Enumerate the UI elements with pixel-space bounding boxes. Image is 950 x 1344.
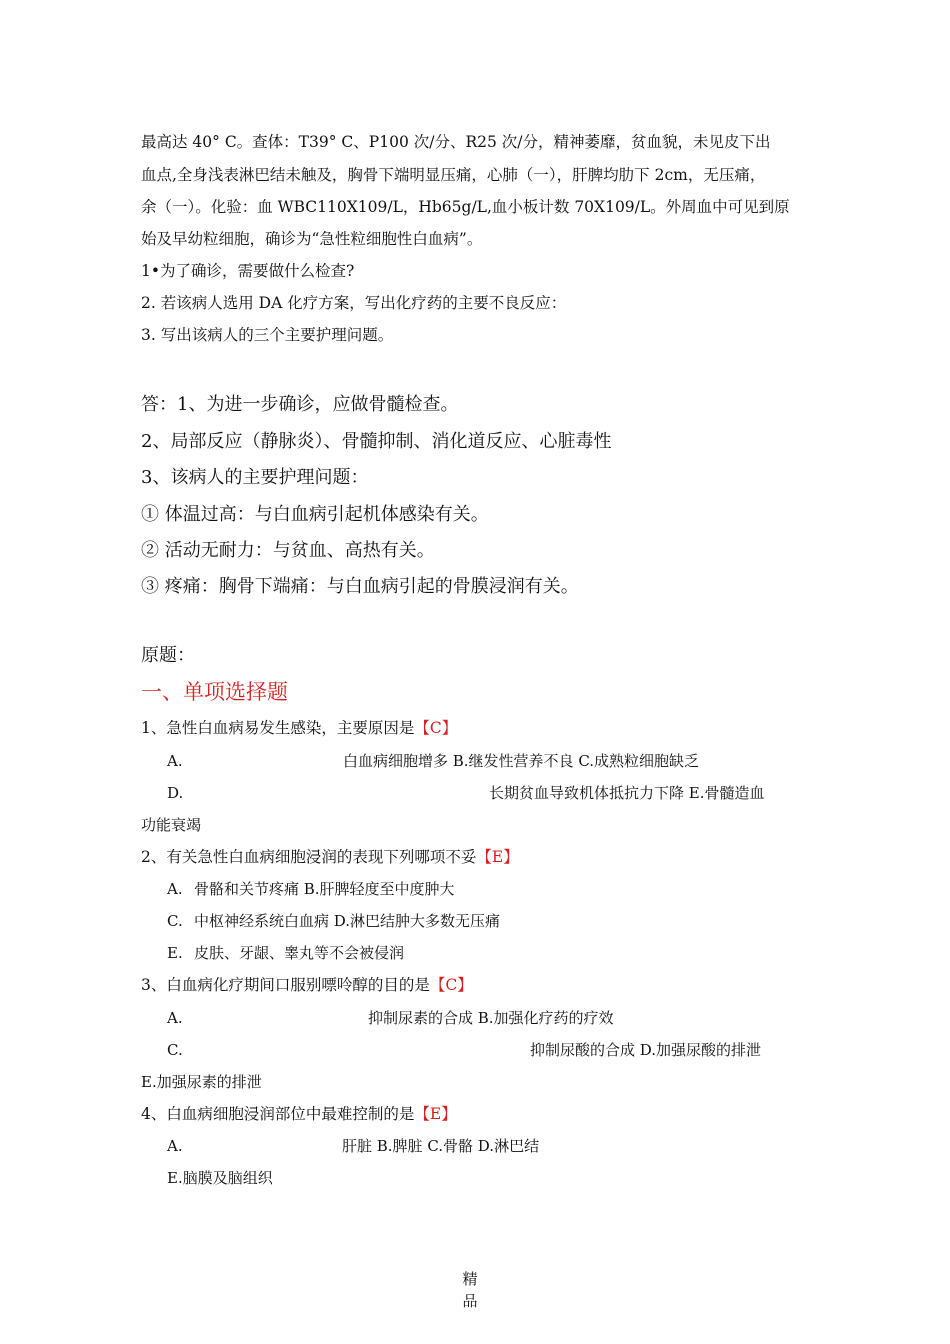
mcq-stem-3 <box>141 978 473 994</box>
case-question-2: 2. 若该病人选用 DA 化疗方案，写出化疗药的主要不良反应： <box>141 294 567 312</box>
mcq-option-prefix: D. <box>167 784 184 802</box>
mcq-stem-text: 1、急性白血病易发生感染，主要原因是 <box>141 719 415 737</box>
case-line-1: 最高达 40° C。查体：T39° C、P100 次/分、R25 次/分，精神萎靡，贫血貌，未见皮下出 <box>141 133 771 151</box>
mcq-option-prefix: A. <box>167 1009 183 1027</box>
mcq-option-row: E.加强尿素的排泄 <box>141 1073 262 1091</box>
mcq-answer-badge: 【E】 <box>414 1105 457 1123</box>
mcq-stem-4 <box>141 1107 457 1123</box>
answer-line-5: ② 活动无耐力：与贫血、高热有关。 <box>141 540 435 561</box>
footer-char-2: 品 <box>462 1292 478 1310</box>
mcq-option-row: 中枢神经系统白血病 D.淋巴结肿大多数无压痛 <box>194 912 501 930</box>
mcq-option-prefix: A. <box>167 880 183 898</box>
case-line-3: 余（一）。化验：血 WBC110X109/L，Hb65g/L,血小板计数 70X109/L。外周血中可见到原 <box>141 198 790 216</box>
mcq-answer-badge: 【C】 <box>414 719 458 737</box>
answer-line-1: 答：1、为进一步确诊，应做骨髓检查。 <box>141 394 459 415</box>
answer-line-3: 3、该病人的主要护理问题： <box>141 467 369 488</box>
case-question-3: 3. 写出该病人的三个主要护理问题。 <box>141 326 394 344</box>
mcq-option-prefix: C. <box>167 912 183 930</box>
mcq-option-row: 长期贫血导致机体抵抗力下降 E.骨髓造血 <box>489 784 765 802</box>
mcq-answer-badge: 【C】 <box>429 976 473 994</box>
answer-line-2: 2、局部反应（静脉炎）、骨髓抑制、消化道反应、心脏毒性 <box>141 431 612 452</box>
mcq-stem-text: 3、白血病化疗期间口服别嘌呤醇的目的是 <box>141 976 430 994</box>
mcq-option-row: 皮肤、牙龈、睾丸等不会被侵润 <box>194 944 405 962</box>
mcq-option-prefix: C. <box>167 1041 183 1059</box>
mcq-option-row: 白血病细胞增多 B.继发性营养不良 C.成熟粒细胞缺乏 <box>343 752 700 770</box>
mcq-option-prefix: E. <box>167 944 183 962</box>
mcq-stem-1 <box>141 721 457 737</box>
case-question-1: 1•为了确诊，需要做什么检查? <box>141 262 355 280</box>
page-footer <box>445 1268 495 1312</box>
section-title: 一、单项选择题 <box>141 680 288 704</box>
mcq-option-row: 抑制尿素的合成 B.加强化疗药的疗效 <box>368 1009 614 1027</box>
mcq-option-prefix: A. <box>167 752 183 770</box>
answer-line-6: ③ 疼痛：胸骨下端痛：与白血病引起的骨膜浸润有关。 <box>141 576 579 597</box>
case-line-2: 血点,全身浅表淋巴结未触及，胸骨下端明显压痛，心肺（一），肝脾均肋下 2cm，无压痛， <box>141 166 766 184</box>
mcq-option-row: 功能衰竭 <box>141 816 202 834</box>
mcq-answer-badge: 【E】 <box>476 848 519 866</box>
mcq-option-row: 抑制尿酸的合成 D.加强尿酸的排泄 <box>530 1041 762 1059</box>
answer-line-4: ① 体温过高：与白血病引起机体感染有关。 <box>141 504 489 525</box>
case-line-4: 始及早幼粒细胞，确诊为“急性粒细胞性白血病”。 <box>141 230 483 248</box>
mcq-option-row: E.脑膜及脑组织 <box>167 1169 273 1187</box>
mcq-stem-2 <box>141 850 519 866</box>
mcq-stem-text: 4、白血病细胞浸润部位中最难控制的是 <box>141 1105 415 1123</box>
mcq-option-row: 骨骼和关节疼痛 B.肝脾轻度至中度肿大 <box>194 880 455 898</box>
mcq-option-prefix: A. <box>167 1137 183 1155</box>
mcq-option-row: 肝脏 B.脾脏 C.骨骼 D.淋巴结 <box>342 1137 540 1155</box>
mcq-stem-text: 2、有关急性白血病细胞浸润的表现下列哪项不妥 <box>141 848 477 866</box>
footer-char-1: 精 <box>462 1270 478 1288</box>
original-label: 原题： <box>141 645 195 666</box>
